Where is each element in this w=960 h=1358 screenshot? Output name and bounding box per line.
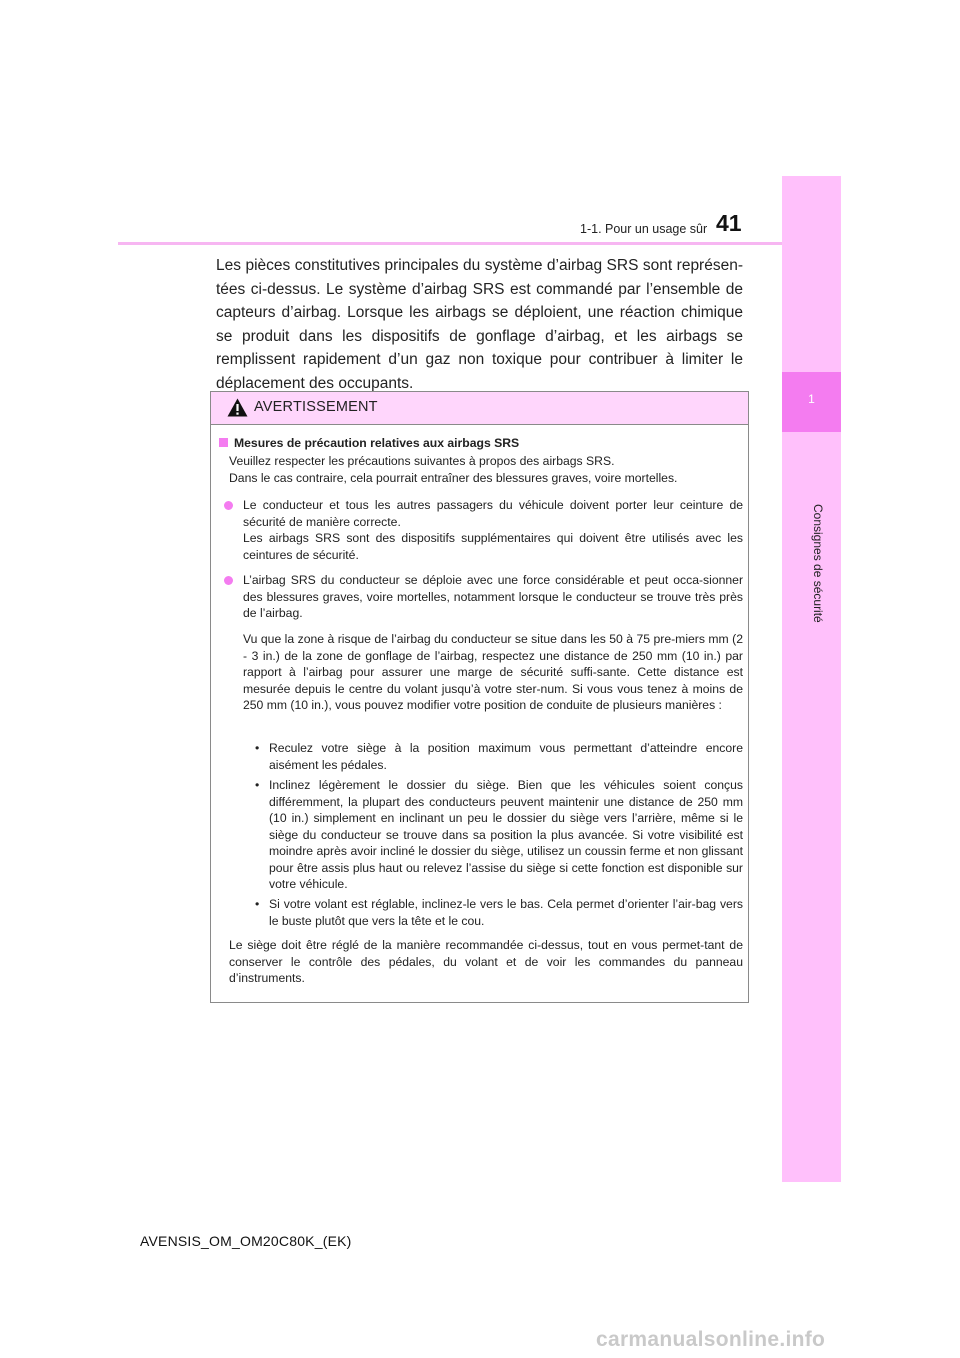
bullet-line: L’airbag SRS du conducteur se déploie avec une force considérable et peut occa-sionner des blessures graves, voire mortelles, notamment lorsque le conducteur se trouve très près de l’airbag. <box>243 573 743 620</box>
round-bullet-icon <box>224 576 233 585</box>
warning-final-paragraph: Le siège doit être réglé de la manière recommandée ci-dessus, tout en vous permet-tant de conserver le contrôle des pédales, du volant et de voir les commandes du panneau d’instruments. <box>229 938 743 985</box>
sub-bullet-text: Reculez votre siège à la position maximum vous permettant d’atteindre encore aisément les pédales. <box>269 741 743 772</box>
warning-intro-line: Dans le cas contraire, cela pourrait entraîner des blessures graves, voire mortelles. <box>229 470 678 485</box>
bullet-line: Les airbags SRS sont des dispositifs supplémentaires qui doivent être utilisés avec les ceintures de sécurité. <box>243 531 743 562</box>
warning-bullet <box>219 572 743 622</box>
header-section-title: 1-1. Pour un usage sûr <box>580 222 708 236</box>
warning-heading <box>219 435 739 452</box>
side-tab-chapter-title: Consignes de sécurité <box>811 504 825 623</box>
sub-bullet <box>255 777 743 893</box>
warning-heading-text: Mesures de précaution relatives aux airbags SRS <box>234 436 520 450</box>
side-tab-number: 1 <box>808 392 815 406</box>
side-tab <box>782 176 841 1182</box>
page-number: 41 <box>716 210 742 236</box>
warning-intro-line: Veuillez respecter les précautions suivantes à propos des airbags SRS. <box>229 454 615 468</box>
header-rule <box>118 242 840 245</box>
sub-bullet-marker: • <box>255 778 260 792</box>
round-bullet-icon <box>224 501 233 510</box>
warning-box <box>210 391 749 1003</box>
footer-document-code: AVENSIS_OM_OM20C80K_(EK) <box>140 1233 352 1249</box>
sub-bullet-text: Inclinez légèrement le dossier du siège. Bien que les véhicules soient conçus différemment, la plupart des conducteurs peuvent maintenir une distance de 250 mm (10 in.) simplement en inclinant un peu le dossier du siège vers l’arrière, même si le siège du conducteur se trouve dans sa position la plus avancée. Si votre visibilité est moindre après avoir incliné le dossier du siège, utilisez un coussin ferme et non glissant pour être assis plus haut ou relevez l’assise du siège si cette fonction est disponible sur votre véhicule. <box>269 778 743 891</box>
intro-paragraph: Les pièces constitutives principales du système d’airbag SRS sont représen-tées ci-dessus. Le système d’airbag SRS est commandé par l’ensemble de capteurs d’airbag. Lorsque les airbags se déploient, une réaction chimique se produit dans les dispositifs de gonflage d’airbag, et les airbags se remplissent rapidement d’un gaz non toxique pour contribuer à limiter le déplacement des occupants. <box>216 257 743 392</box>
warning-triangle-icon <box>227 398 248 417</box>
warning-intro <box>229 453 744 486</box>
sub-bullet <box>255 896 743 929</box>
bullet-line: Le conducteur et tous les autres passagers du véhicule doivent porter leur ceinture de sécurité de manière correcte. <box>243 498 743 529</box>
square-bullet-icon <box>219 438 228 447</box>
sub-bullet-marker: • <box>255 897 260 911</box>
warning-bullet <box>219 497 743 563</box>
warning-paragraph: Vu que la zone à risque de l’airbag du conducteur se situe dans les 50 à 75 pre-miers mm (2 - 3 in.) de la zone de gonflage de l’airbag, respectez une distance de 250 mm (10 in.) par rapport à l’airbag pour assurer une marge de sécurité suffi-sante. Cette distance est mesurée depuis le centre du volant jusqu’à votre ster-num. Si vous vous tenez à moins de 250 mm (10 in.), vous pouvez modifier votre position de conduite de plusieurs manières : <box>243 632 743 712</box>
sub-bullet-text: Si votre volant est réglable, inclinez-le vers le bas. Cela permet d’orienter l’air-bag vers le buste plutôt que vers la tête et le cou. <box>269 897 743 928</box>
watermark[interactable]: carmanualsonline.info <box>596 1328 826 1351</box>
sub-bullet-marker: • <box>255 741 260 755</box>
warning-title: AVERTISSEMENT <box>254 399 378 415</box>
sub-bullet <box>255 740 743 773</box>
warning-header <box>211 392 748 425</box>
